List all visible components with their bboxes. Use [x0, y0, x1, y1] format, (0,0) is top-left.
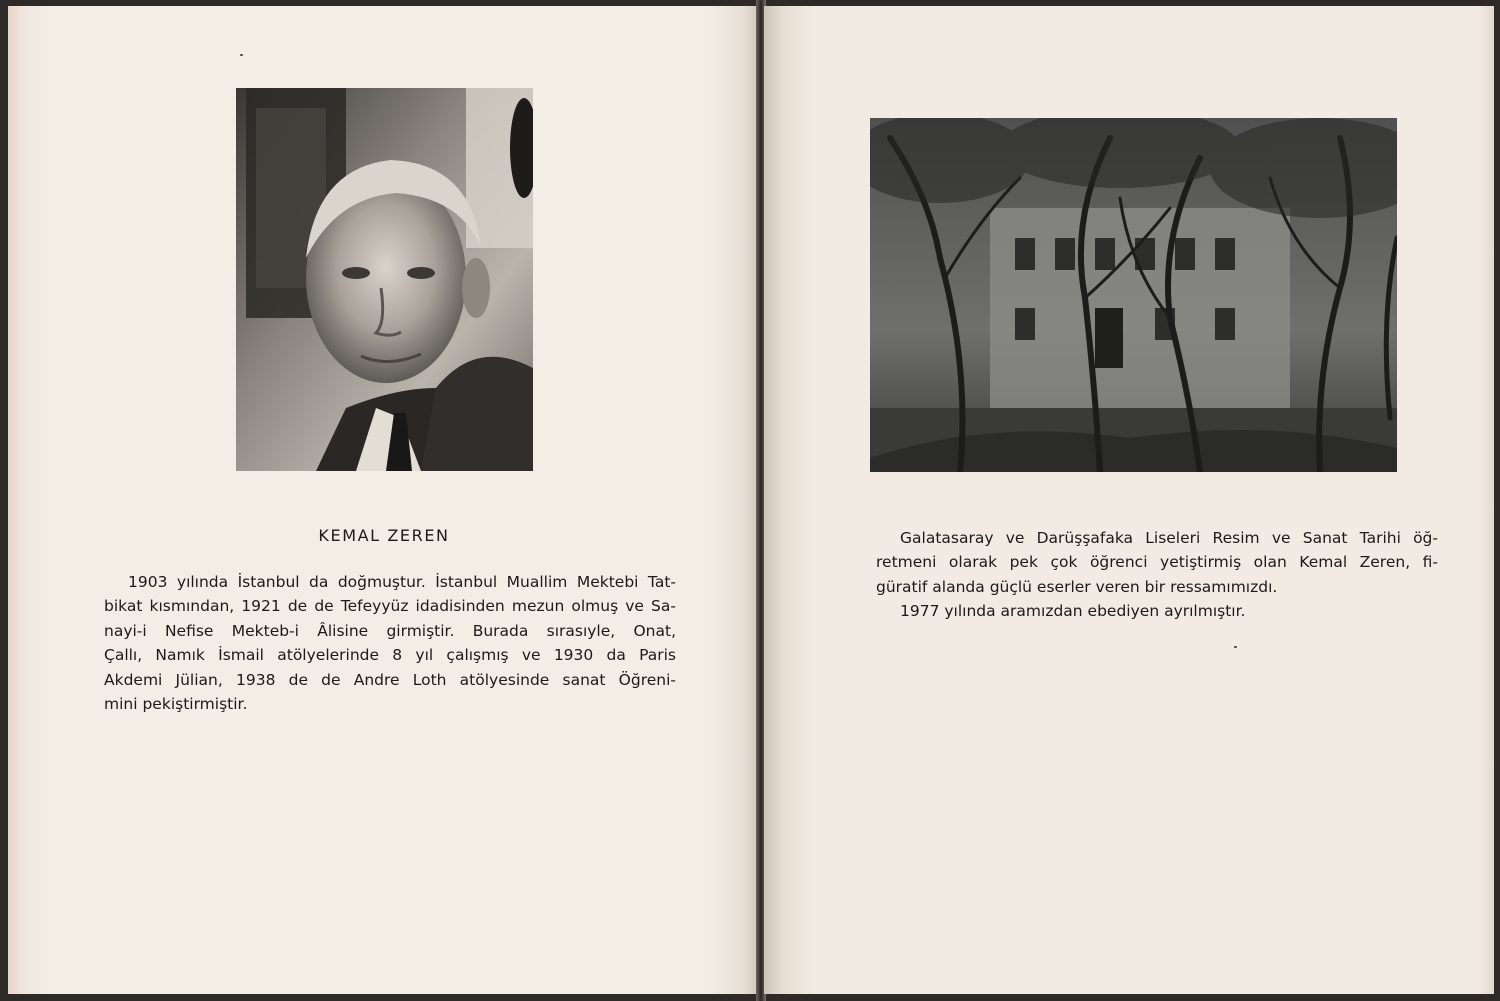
teaching-career-text: [876, 526, 1438, 624]
portrait-illustration: [236, 88, 533, 471]
text-line: güratif alanda güçlü eserler veren bir ressamımızdı.: [876, 577, 1278, 596]
portrait-photo: [236, 88, 533, 471]
print-speck: [240, 54, 243, 56]
left-page: [8, 6, 760, 994]
bio-line: nayi-i Nefise Mekteb-i Âlisine girmiştir. Burada sırasıyle, Onat,: [104, 621, 676, 640]
bio-line: 1903 yılında İstanbul da doğmuştur. İstanbul Muallim Mektebi Tat-: [128, 573, 676, 591]
biography-text: [104, 570, 676, 716]
text-line: Galatasaray ve Darüşşafaka Liseleri Resim ve Sanat Tarihi öğ-: [900, 529, 1438, 547]
print-speck: [1234, 646, 1237, 648]
text-line: retmeni olarak pek çok öğrenci yetiştirmiş olan Kemal Zeren, fi-: [876, 553, 1438, 572]
bio-line: bikat kısmından, 1921 de de Tefeyyüz idadisinden mezun olmuş ve Sa-: [104, 597, 676, 616]
bio-line: Akdemi Jülian, 1938 de de Andre Loth atölyesinde sanat Öğreni-: [104, 670, 676, 689]
right-page: [764, 6, 1494, 994]
painting-reproduction: [870, 118, 1397, 472]
artist-name-heading: KEMAL ZEREN: [318, 526, 450, 545]
bio-line: mini pekiştirmiştir.: [104, 695, 248, 714]
text-line: 1977 yılında aramızdan ebediyen ayrılmıştır.: [900, 602, 1246, 621]
painting-illustration: [870, 118, 1397, 472]
bio-line: Çallı, Namık İsmail atölyelerinde 8 yıl çalışmış ve 1930 da Paris: [104, 646, 676, 665]
